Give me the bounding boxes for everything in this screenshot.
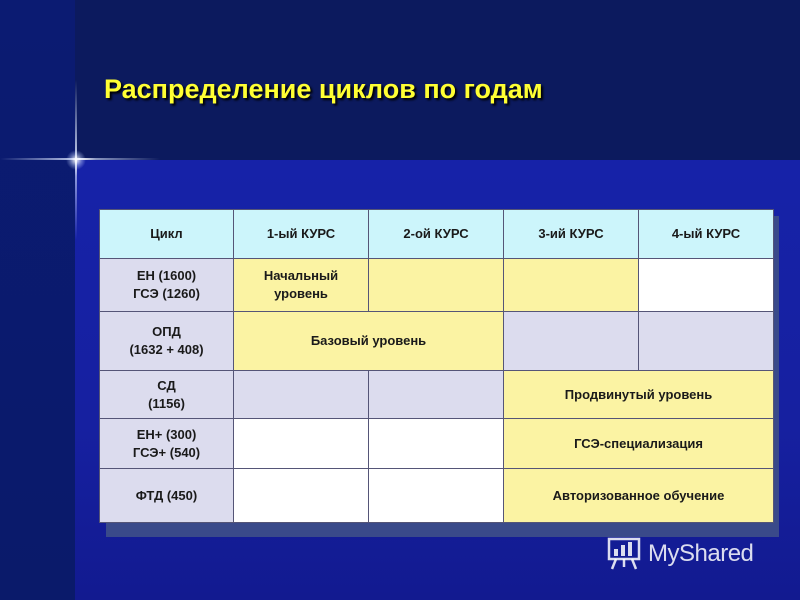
cycle-line: ГСЭ (1260)	[133, 286, 200, 301]
empty-cell	[234, 419, 369, 469]
table-row	[100, 469, 774, 523]
cycle-line: СД	[157, 377, 176, 393]
cycle-cell-en-gse-plus	[100, 419, 234, 469]
cycle-line: ЕН (1600)	[136, 268, 197, 283]
header-cell-year-3: 3-ий КУРС	[504, 210, 639, 259]
level-cell-advanced: Продвинутый уровень	[504, 371, 774, 419]
level-cell-specialization: ГСЭ-специализация	[504, 419, 774, 469]
table-row	[100, 259, 774, 312]
slide-title: Распределение циклов по годам	[104, 74, 543, 104]
watermark	[606, 536, 753, 572]
table-row	[100, 371, 774, 419]
cycle-line: (1632 + 408)	[129, 342, 204, 357]
empty-cell	[639, 259, 774, 312]
watermark-text: MyShared	[648, 540, 754, 567]
empty-cell	[369, 371, 504, 419]
cycle-line: ОПД	[152, 324, 181, 339]
level-cell-initial	[234, 259, 369, 312]
empty-cell	[504, 312, 639, 371]
cycle-cell-sd	[100, 371, 234, 419]
empty-cell	[369, 259, 504, 312]
table-header-row	[100, 210, 774, 259]
cycle-line: ГСЭ+ (540)	[132, 444, 201, 460]
light-flare-glow	[66, 150, 86, 170]
header-cell-cycle: Цикл	[100, 210, 234, 259]
table-row	[100, 312, 774, 371]
header-cell-year-1: 1-ый КУРС	[234, 210, 369, 259]
level-cell-basic: Базовый уровень	[234, 312, 504, 371]
level-line: уровень	[274, 286, 328, 301]
cycle-cell-en-gse	[100, 259, 234, 312]
empty-cell	[504, 259, 639, 312]
empty-cell	[369, 419, 504, 469]
empty-cell	[639, 312, 774, 371]
level-cell-authorized: Авторизованное обучение	[504, 469, 774, 523]
cycle-cell-ftd: ФТД (450)	[100, 469, 234, 523]
cycle-line: (1156)	[148, 395, 185, 411]
header-cell-year-2: 2-ой КУРС	[369, 210, 504, 259]
level-line: Начальный	[263, 268, 339, 283]
background-left-band	[0, 0, 75, 600]
presentation-board-icon	[606, 537, 642, 571]
empty-cell	[369, 469, 504, 523]
cycle-cell-opd	[100, 312, 234, 371]
cycles-table	[99, 209, 774, 523]
cycle-line: ЕН+ (300)	[136, 426, 197, 442]
header-cell-year-4: 4-ый КУРС	[639, 210, 774, 259]
empty-cell	[234, 469, 369, 523]
table-row	[100, 419, 774, 469]
empty-cell	[234, 371, 369, 419]
